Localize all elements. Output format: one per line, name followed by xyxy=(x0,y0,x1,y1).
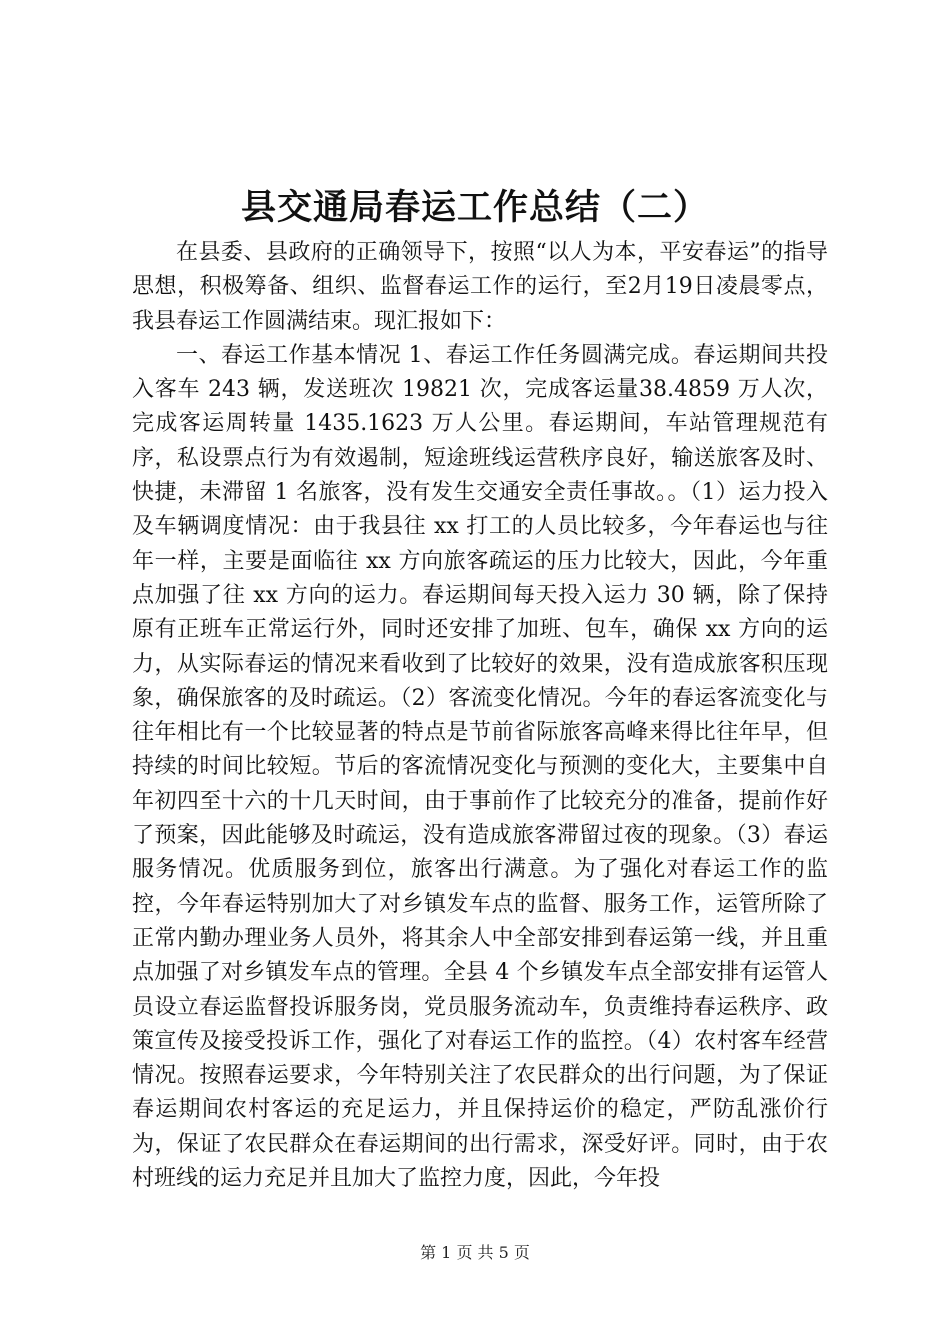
document-title: 县交通局春运工作总结（二） xyxy=(240,187,709,228)
paragraph-intro: 在县委、县政府的正确领导下，按照“以人为本，平安春运”的指导思想，积极筹备、组织、监督春运工作的运行，至2月19日凌晨零点，我县春运工作圆满结束。现汇报如下： xyxy=(132,240,828,334)
paragraph-basic-situation: 一、春运工作基本情况 1、春运工作任务圆满完成。春运期间共投入客车 243 辆，发送班次 19821 次，完成客运量38.4859 万人次，完成客运周转量 1435.1623 万人公里。春运期间，车站管理规范有序，私设票点行为有效遏制，短途班线运营秩序良好，输送旅客及时、快捷，未滞留 1 名旅客，没有发生交通安全责任事故。。（1）运力投入及车辆调度情况：由于我县往 xx 打工的人员比较多，今年春运也与往年一样，主要是面临往 xx 方向旅客疏运的压力比较大，因此，今年重点加强了往 xx 方向的运力。春运期间每天投入运力 30 辆，除了保持原有正班车正常运行外，同时还安排了加班、包车，确保 xx 方向的运力，从实际春运的情况来看收到了比较好的效果，没有造成旅客积压现象，确保旅客的及时疏运。（2）客流变化情况。今年的春运客流变化与往年相比有一个比较显著的特点是节前省际旅客高峰来得比往年早，但持续的时间比较短。节后的客流情况变化与预测的变化大，主要集中自年初四至十六的十几天时间，由于事前作了比较充分的准备，提前作好了预案，因此能够及时疏运，没有造成旅客滞留过夜的现象。（3）春运服务情况。优质服务到位，旅客出行满意。为了强化对春运工作的监控，今年春运特别加大了对乡镇发车点的监督、服务工作，运管所除了正常内勤办理业务人员外，将其余人中全部安排到春运第一线，并且重点加强了对乡镇发车点的管理。全县 4 个乡镇发车点全部安排有运管人员设立春运监督投诉服务岗，党员服务流动车，负责维持春运秩序、政策宣传及接受投诉工作，强化了对春运工作的监控。（4）农村客车经营情况。按照春运要求，今年特别关注了农民群众的出行问题，为了保证春运期间农村客运的充足运力，并且保持运价的稳定，严防乱涨价行为，保证了农民群众在春运期间的出行需求，深受好评。同时，由于农村班线的运力充足并且加大了监控力度，因此，今年投 xyxy=(132,342,828,1192)
page-footer: 第 1 页 共 5 页 xyxy=(420,1243,530,1262)
document-body xyxy=(132,236,828,1196)
